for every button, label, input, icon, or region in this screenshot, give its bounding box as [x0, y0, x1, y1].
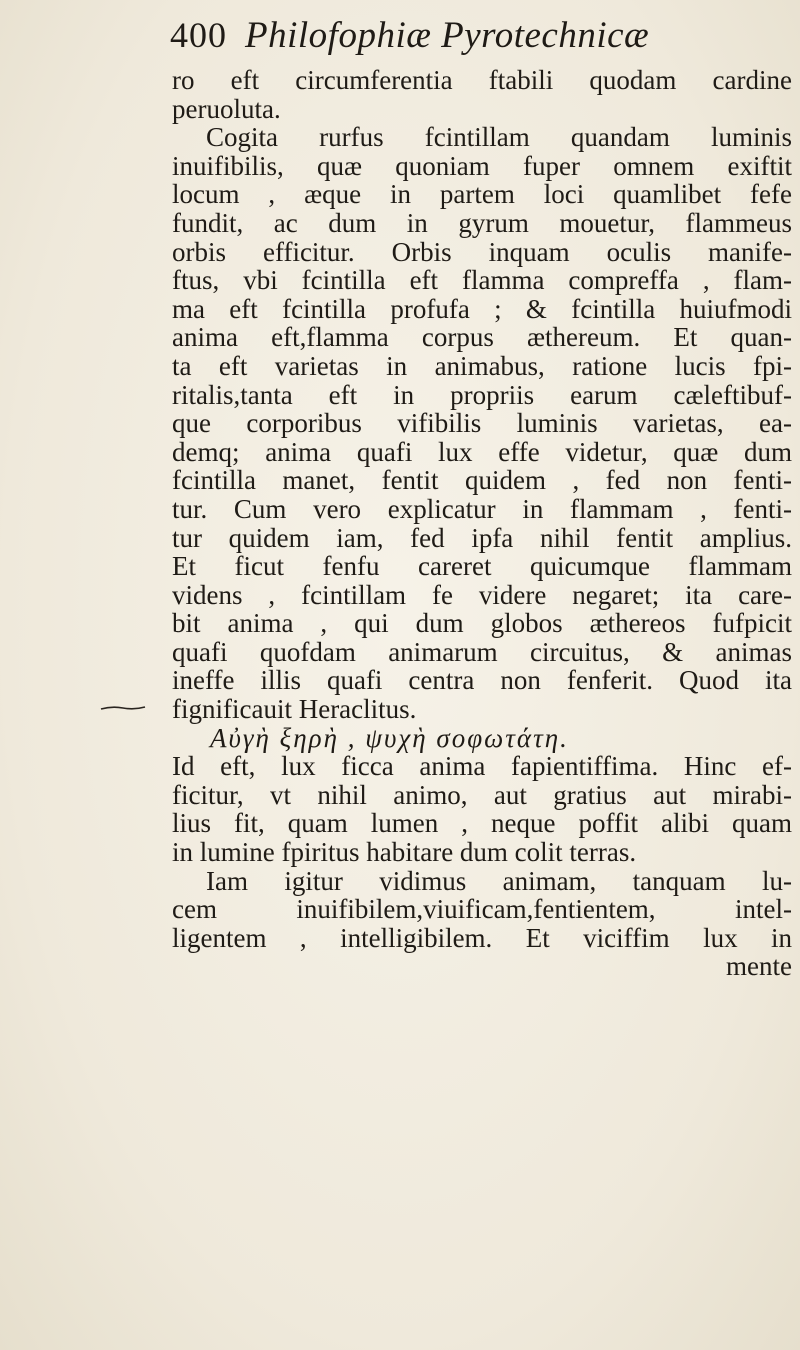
- text-line: ritalis,tanta eft in propriis earum cæleftibuf-: [172, 379, 792, 410]
- text-line: lius fit, quam lumen , neque poffit alibi quam: [172, 808, 792, 839]
- text-line: videns , fcintillam fe videre negaret; ita care-: [172, 579, 792, 610]
- text-line: Id eft, lux ficca anima fapientiffima. Hinc ef-: [172, 751, 792, 782]
- page-number: 400: [170, 15, 227, 55]
- greek-quotation: Αὐγὴ ξηρὴ , ψυχὴ σοφωτάτη.: [210, 722, 569, 753]
- text-line: in lumine fpiritus habitare dum colit terras.: [172, 837, 637, 868]
- text-line: orbis efficitur. Orbis inquam oculis manife-: [172, 236, 792, 267]
- body-text: [172, 66, 792, 981]
- text-line: peruoluta.: [172, 93, 281, 124]
- marginal-ink-mark: [100, 705, 146, 711]
- text-line: ma eft fcintilla profufa ; & fcintilla huiufmodi: [172, 293, 792, 324]
- text-line: cem inuifibilem,viuificam,fentientem, intel-: [172, 894, 792, 925]
- text-line: ligentem , intelligibilem. Et viciffim lux in: [172, 922, 792, 953]
- text-line: ftus, vbi fcintilla eft flamma compreffa , flam-: [172, 265, 792, 296]
- text-line: anima eft,flamma corpus æthereum. Et quan-: [172, 322, 792, 353]
- text-line: Et ficut fenfu careret quicumque flammam: [172, 551, 792, 582]
- text-line: ineffe illis quafi centra non fenferit. Quod ita: [172, 665, 792, 696]
- running-title: Philofophiæ Pyrotechnicæ: [245, 15, 650, 56]
- text-line: Iam igitur vidimus animam, tanquam lu-: [206, 865, 792, 896]
- text-line: fcintilla manet, fentit quidem , fed non fenti-: [172, 465, 792, 496]
- text-line: fignificauit Heraclitus.: [172, 694, 417, 725]
- text-line: tur. Cum vero explicatur in flammam , fenti-: [172, 493, 792, 524]
- text-line: ficitur, vt nihil animo, aut gratius aut mirabi-: [172, 779, 792, 810]
- text-line: que corporibus vifibilis luminis varietas, ea-: [172, 408, 792, 439]
- text-line: bit anima , qui dum globos æthereos fufpicit: [172, 608, 792, 639]
- text-line: locum , æque in partem loci quamlibet fefe: [172, 179, 792, 210]
- text-line: Cogita rurfus fcintillam quandam luminis: [206, 122, 792, 153]
- text-line: demq; anima quafi lux effe videtur, quæ dum: [172, 436, 792, 467]
- text-line: fundit, ac dum in gyrum mouetur, flammeus: [172, 207, 792, 238]
- text-line: ta eft varietas in animabus, ratione lucis fpi-: [172, 350, 792, 381]
- text-line: ro eft circumferentia ftabili quodam cardine: [172, 65, 792, 95]
- text-line: quafi quofdam animarum circuitus, & animas: [172, 636, 792, 667]
- text-line: inuifibilis, quæ quoniam fuper omnem exiftit: [172, 150, 792, 181]
- page-header: [170, 14, 790, 70]
- text-line: mente: [726, 951, 792, 982]
- text-line: tur quidem iam, fed ipfa nihil fentit amplius.: [172, 522, 792, 553]
